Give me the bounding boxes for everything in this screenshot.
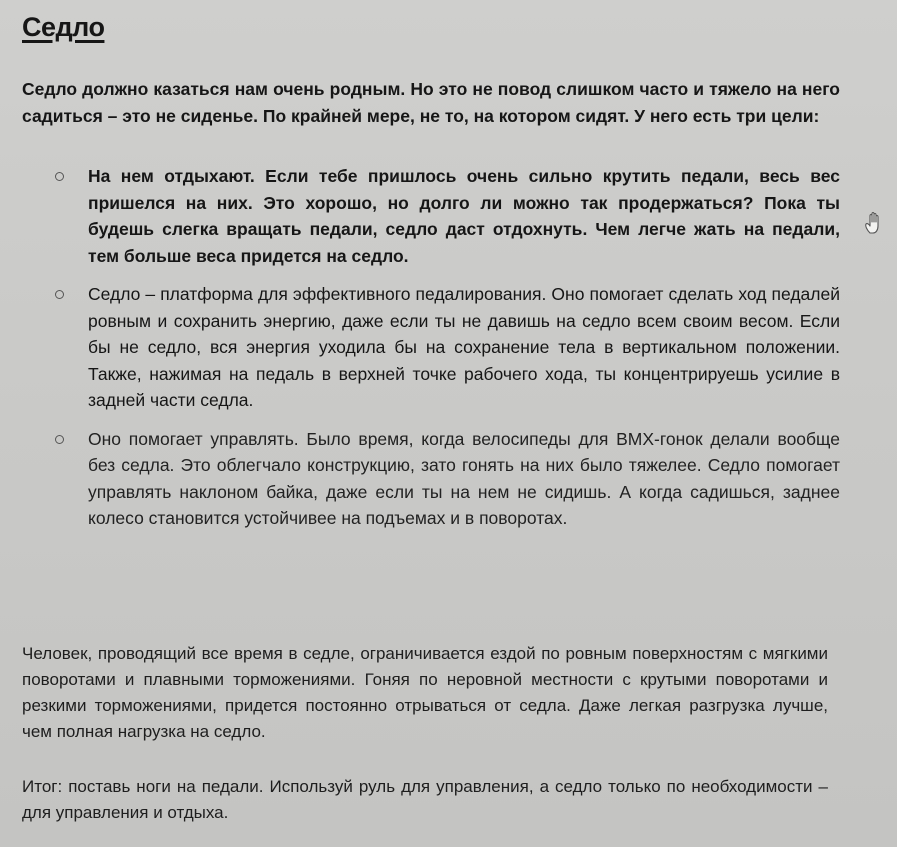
list-item [22,281,840,414]
intro-paragraph: Седло должно казаться нам очень родным. Но это не повод слишком часто и тяжело на него садиться – это не сиденье. По крайней мере, не то, на котором сидят. У него есть три цели: [22,79,840,126]
bullet-text: Седло – платформа для эффективного педалирования. Оно помогает сделать ход педалей ровным и сохранить энергию, даже если ты не давишь на седло всем своим весом. Если бы не седло, вся энергия уходила бы на сохранение тела в вертикальном положении. Также, нажимая на педаль в верхней точке рабочего хода, ты концентрируешь усилие в задней части седла. [88,284,840,410]
bullet-text: Оно помогает управлять. Было время, когда велосипеды для BMX-гонок делали вообще без седла. Это облегчало конструкцию, зато гонять на них было тяжелее. Седло помогает управлять наклоном байка, даже если ты на нем не сидишь. А когда садишься, заднее колесо становится устойчивее на подъемах и в поворотах. [88,428,840,528]
page-title: Седло [22,12,105,42]
bullet-circle-icon [55,290,64,299]
bullet-circle-icon [55,172,64,181]
bullet-circle-icon [55,435,64,444]
summary-paragraph: Итог: поставь ноги на педали. Используй руль для управления, а седло только по необходимости – для управления и отдыха. [22,777,828,822]
bullet-list [22,163,840,544]
body-paragraph: Человек, проводящий все время в седле, ограничивается ездой по ровным поверхностям с мягкими поворотами и плавными торможениями. Гоняя по неровной местности с крутыми поворотами и резкими торможениями, придется постоянно отрываться от седла. Даже легкая разгрузка лучше, чем полная нагрузка на седло. [22,644,828,741]
list-item [22,163,840,269]
hand-cursor-icon [863,211,885,235]
list-item [22,426,840,532]
bullet-text: На нем отдыхают. Если тебе пришлось очень сильно крутить педали, весь вес пришелся на них. Это хорошо, но долго ли можно так продержаться? Пока ты будешь слегка вращать педали, седло даст отдохнуть. Чем легче жать на педали, тем больше веса придется на седло. [88,166,840,266]
